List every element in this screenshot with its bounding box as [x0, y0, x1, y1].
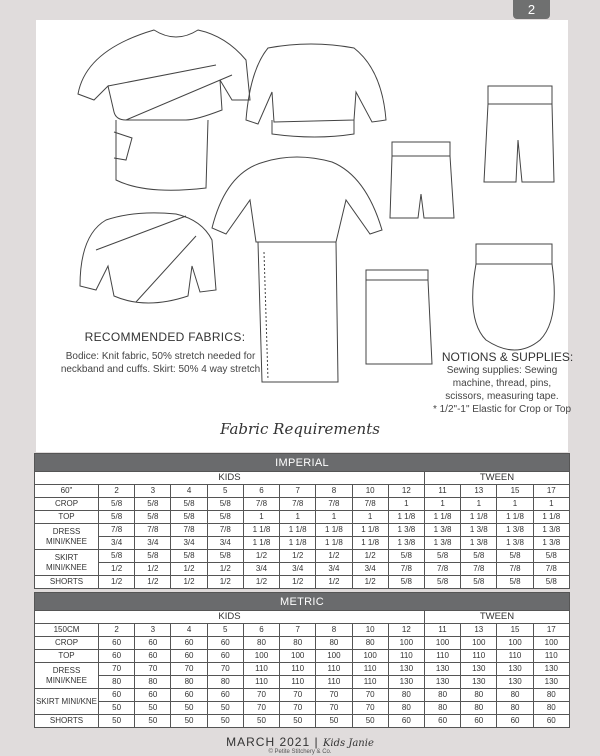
value-cell: 100 — [280, 650, 316, 663]
value-cell: 7/8 — [207, 524, 243, 537]
size-header: 8 — [316, 485, 352, 498]
value-cell: 80 — [461, 702, 497, 715]
row-label: SHORTS — [35, 715, 99, 728]
value-cell: 1/2 — [243, 550, 279, 563]
value-cell: 70 — [352, 702, 388, 715]
value-cell: 1 — [243, 511, 279, 524]
value-cell: 130 — [461, 663, 497, 676]
value-cell: 1 1/8 — [316, 537, 352, 550]
value-cell: 7/8 — [171, 524, 207, 537]
value-cell: 110 — [243, 676, 279, 689]
table-title-row — [35, 454, 570, 472]
value-cell: 1 3/8 — [388, 537, 424, 550]
value-cell: 7/8 — [243, 498, 279, 511]
size-header: 10 — [352, 485, 388, 498]
size-header: 12 — [388, 624, 424, 637]
value-cell: 70 — [171, 663, 207, 676]
value-cell: 1/2 — [207, 563, 243, 576]
value-cell: 50 — [135, 702, 171, 715]
page-number-tab: 2 — [513, 0, 550, 19]
row-label: SHORTS — [35, 576, 99, 589]
value-cell: 60 — [135, 689, 171, 702]
skirt-illustration — [366, 244, 554, 364]
value-cell: 1 1/8 — [533, 511, 569, 524]
value-cell: 1/2 — [316, 550, 352, 563]
value-cell: 50 — [171, 715, 207, 728]
value-cell: 7/8 — [497, 563, 533, 576]
notions-heading: NOTIONS & SUPPLIES: — [441, 350, 574, 364]
size-header: 5 — [207, 624, 243, 637]
value-cell: 1 1/8 — [280, 537, 316, 550]
value-cell: 80 — [461, 689, 497, 702]
shorts-illustration — [390, 86, 554, 218]
metric-requirements-table — [34, 592, 570, 728]
size-header: 7 — [280, 624, 316, 637]
value-cell: 60 — [461, 715, 497, 728]
value-cell: 1 1/8 — [243, 524, 279, 537]
row-label: CROP — [35, 637, 99, 650]
sizes-row — [35, 624, 570, 637]
size-header: 7 — [280, 485, 316, 498]
value-cell: 80 — [243, 637, 279, 650]
value-cell: 5/8 — [533, 576, 569, 589]
value-cell: 5/8 — [135, 498, 171, 511]
value-cell: 5/8 — [461, 576, 497, 589]
value-cell: 130 — [461, 676, 497, 689]
value-cell: 1 — [316, 511, 352, 524]
tween-header: TWEEN — [424, 472, 569, 485]
value-cell: 1 1/8 — [352, 524, 388, 537]
value-cell: 130 — [497, 676, 533, 689]
value-cell: 7/8 — [424, 563, 460, 576]
size-header: 3 — [135, 624, 171, 637]
table-title: IMPERIAL — [35, 454, 570, 472]
group-header-row — [35, 611, 570, 624]
value-cell: 60 — [533, 715, 569, 728]
value-cell: 80 — [352, 637, 388, 650]
value-cell: 1 1/8 — [352, 537, 388, 550]
value-cell: 70 — [316, 702, 352, 715]
table-row — [35, 676, 570, 689]
value-cell: 110 — [352, 663, 388, 676]
value-cell: 1/2 — [99, 563, 135, 576]
value-cell: 70 — [280, 702, 316, 715]
value-cell: 7/8 — [352, 498, 388, 511]
sizes-row — [35, 485, 570, 498]
value-cell: 130 — [424, 676, 460, 689]
value-cell: 1 1/8 — [243, 537, 279, 550]
value-cell: 1 1/8 — [388, 511, 424, 524]
footer — [0, 735, 600, 749]
kids-header: KIDS — [35, 611, 425, 624]
size-header: 10 — [352, 624, 388, 637]
value-cell: 50 — [207, 715, 243, 728]
size-header: 13 — [461, 485, 497, 498]
value-cell: 1 3/8 — [461, 537, 497, 550]
dress-back-illustration — [212, 157, 382, 382]
value-cell: 70 — [135, 663, 171, 676]
value-cell: 80 — [497, 702, 533, 715]
value-cell: 5/8 — [533, 550, 569, 563]
value-cell: 1 3/8 — [533, 524, 569, 537]
notions-text — [432, 364, 572, 416]
row-label: TOP — [35, 650, 99, 663]
value-cell: 80 — [424, 689, 460, 702]
value-cell: 130 — [388, 663, 424, 676]
value-cell: 3/4 — [207, 537, 243, 550]
value-cell: 70 — [243, 689, 279, 702]
value-cell: 1 1/8 — [461, 511, 497, 524]
notions-elastic-note: * 1/2"-1" Elastic for Crop or Top — [432, 404, 572, 415]
fabric-width-label: 150CM — [35, 624, 99, 637]
value-cell: 100 — [316, 650, 352, 663]
table-row — [35, 537, 570, 550]
value-cell: 60 — [497, 715, 533, 728]
value-cell: 100 — [388, 637, 424, 650]
value-cell: 1/2 — [135, 576, 171, 589]
value-cell: 7/8 — [99, 524, 135, 537]
value-cell: 100 — [424, 637, 460, 650]
value-cell: 130 — [497, 663, 533, 676]
value-cell: 70 — [280, 689, 316, 702]
value-cell: 50 — [207, 702, 243, 715]
value-cell: 1/2 — [352, 550, 388, 563]
value-cell: 1 — [280, 511, 316, 524]
value-cell: 110 — [280, 663, 316, 676]
value-cell: 110 — [497, 650, 533, 663]
value-cell: 1 3/8 — [424, 537, 460, 550]
value-cell: 60 — [388, 715, 424, 728]
value-cell: 110 — [280, 676, 316, 689]
value-cell: 5/8 — [207, 550, 243, 563]
table-row — [35, 576, 570, 589]
table-row — [35, 498, 570, 511]
table-title: METRIC — [35, 593, 570, 611]
table-row — [35, 511, 570, 524]
value-cell: 7/8 — [280, 498, 316, 511]
value-cell: 50 — [352, 715, 388, 728]
value-cell: 70 — [352, 689, 388, 702]
value-cell: 7/8 — [135, 524, 171, 537]
size-header: 8 — [316, 624, 352, 637]
size-header: 15 — [497, 485, 533, 498]
value-cell: 1/2 — [280, 576, 316, 589]
value-cell: 5/8 — [99, 498, 135, 511]
value-cell: 60 — [99, 637, 135, 650]
value-cell: 1 1/8 — [497, 511, 533, 524]
value-cell: 1 — [388, 498, 424, 511]
value-cell: 1 — [461, 498, 497, 511]
value-cell: 1/2 — [171, 576, 207, 589]
size-header: 12 — [388, 485, 424, 498]
value-cell: 5/8 — [207, 498, 243, 511]
size-header: 5 — [207, 485, 243, 498]
value-cell: 1 1/8 — [280, 524, 316, 537]
value-cell: 7/8 — [388, 563, 424, 576]
value-cell: 80 — [316, 637, 352, 650]
value-cell: 1/2 — [135, 563, 171, 576]
value-cell: 60 — [171, 637, 207, 650]
value-cell: 1 — [352, 511, 388, 524]
size-header: 6 — [243, 485, 279, 498]
value-cell: 130 — [424, 663, 460, 676]
value-cell: 5/8 — [388, 576, 424, 589]
value-cell: 60 — [135, 650, 171, 663]
value-cell: 80 — [280, 637, 316, 650]
value-cell: 50 — [243, 715, 279, 728]
value-cell: 5/8 — [99, 511, 135, 524]
value-cell: 7/8 — [316, 498, 352, 511]
value-cell: 5/8 — [171, 498, 207, 511]
table-row — [35, 650, 570, 663]
value-cell: 1 1/8 — [424, 511, 460, 524]
value-cell: 1/2 — [316, 576, 352, 589]
value-cell: 1 1/8 — [316, 524, 352, 537]
value-cell: 5/8 — [461, 550, 497, 563]
value-cell: 3/4 — [280, 563, 316, 576]
value-cell: 5/8 — [99, 550, 135, 563]
value-cell: 1 3/8 — [388, 524, 424, 537]
size-header: 4 — [171, 624, 207, 637]
size-header: 2 — [99, 485, 135, 498]
crop-front-illustration — [80, 213, 216, 303]
value-cell: 3/4 — [99, 537, 135, 550]
value-cell: 80 — [171, 676, 207, 689]
value-cell: 1 — [424, 498, 460, 511]
value-cell: 130 — [388, 676, 424, 689]
value-cell: 60 — [171, 650, 207, 663]
value-cell: 7/8 — [461, 563, 497, 576]
footer-pattern-name: Kids Janie — [322, 738, 374, 749]
value-cell: 5/8 — [135, 550, 171, 563]
value-cell: 1 3/8 — [497, 537, 533, 550]
value-cell: 60 — [135, 637, 171, 650]
value-cell: 60 — [424, 715, 460, 728]
table-row — [35, 702, 570, 715]
value-cell: 110 — [243, 663, 279, 676]
value-cell: 1/2 — [243, 576, 279, 589]
value-cell: 110 — [316, 663, 352, 676]
value-cell: 50 — [135, 715, 171, 728]
value-cell: 110 — [388, 650, 424, 663]
value-cell: 1 — [533, 498, 569, 511]
table-row — [35, 689, 570, 702]
size-header: 11 — [424, 485, 460, 498]
value-cell: 5/8 — [388, 550, 424, 563]
size-header: 4 — [171, 485, 207, 498]
footer-separator: | — [314, 735, 319, 749]
value-cell: 110 — [533, 650, 569, 663]
value-cell: 7/8 — [533, 563, 569, 576]
value-cell: 5/8 — [424, 550, 460, 563]
value-cell: 60 — [207, 637, 243, 650]
size-header: 11 — [424, 624, 460, 637]
row-label: SKIRT MINI/KNE — [35, 689, 99, 715]
value-cell: 70 — [207, 663, 243, 676]
value-cell: 1 3/8 — [497, 524, 533, 537]
value-cell: 110 — [461, 650, 497, 663]
value-cell: 80 — [388, 689, 424, 702]
value-cell: 3/4 — [243, 563, 279, 576]
value-cell: 100 — [352, 650, 388, 663]
value-cell: 80 — [533, 689, 569, 702]
value-cell: 60 — [207, 650, 243, 663]
value-cell: 50 — [316, 715, 352, 728]
table-row — [35, 550, 570, 563]
value-cell: 80 — [533, 702, 569, 715]
value-cell: 70 — [316, 689, 352, 702]
value-cell: 5/8 — [135, 511, 171, 524]
row-label: SKIRT MINI/KNEE — [35, 550, 99, 576]
size-header: 2 — [99, 624, 135, 637]
value-cell: 50 — [280, 715, 316, 728]
value-cell: 130 — [533, 663, 569, 676]
fabric-requirements-title: Fabric Requirements — [220, 420, 380, 438]
value-cell: 80 — [497, 689, 533, 702]
value-cell: 80 — [388, 702, 424, 715]
value-cell: 80 — [99, 676, 135, 689]
crop-back-illustration — [246, 44, 386, 137]
table-row — [35, 563, 570, 576]
value-cell: 5/8 — [207, 511, 243, 524]
size-header: 13 — [461, 624, 497, 637]
value-cell: 1 3/8 — [424, 524, 460, 537]
value-cell: 60 — [171, 689, 207, 702]
dress-front-illustration — [78, 30, 250, 190]
value-cell: 70 — [99, 663, 135, 676]
row-label: CROP — [35, 498, 99, 511]
group-header-row — [35, 472, 570, 485]
value-cell: 5/8 — [497, 576, 533, 589]
value-cell: 3/4 — [316, 563, 352, 576]
footer-copyright: © Petite Stitchery & Co. — [268, 749, 332, 755]
value-cell: 3/4 — [135, 537, 171, 550]
value-cell: 1/2 — [171, 563, 207, 576]
value-cell: 80 — [135, 676, 171, 689]
size-header: 3 — [135, 485, 171, 498]
value-cell: 50 — [99, 715, 135, 728]
value-cell: 1/2 — [207, 576, 243, 589]
size-header: 17 — [533, 485, 569, 498]
value-cell: 50 — [171, 702, 207, 715]
size-header: 15 — [497, 624, 533, 637]
fabric-width-label: 60" — [35, 485, 99, 498]
kids-header: KIDS — [35, 472, 425, 485]
value-cell: 80 — [207, 676, 243, 689]
table-row — [35, 524, 570, 537]
value-cell: 100 — [497, 637, 533, 650]
recommended-fabrics-text: Bodice: Knit fabric, 50% stretch needed for neckband and cuffs. Skirt: 50% 4 way stretch — [60, 351, 261, 375]
row-label: TOP — [35, 511, 99, 524]
value-cell: 1/2 — [280, 550, 316, 563]
value-cell: 60 — [99, 650, 135, 663]
table-row — [35, 715, 570, 728]
value-cell: 5/8 — [171, 511, 207, 524]
value-cell: 1/2 — [99, 576, 135, 589]
value-cell: 3/4 — [352, 563, 388, 576]
value-cell: 80 — [424, 702, 460, 715]
value-cell: 60 — [99, 689, 135, 702]
value-cell: 50 — [99, 702, 135, 715]
value-cell: 5/8 — [171, 550, 207, 563]
size-header: 6 — [243, 624, 279, 637]
value-cell: 110 — [316, 676, 352, 689]
value-cell: 1 — [497, 498, 533, 511]
value-cell: 100 — [243, 650, 279, 663]
value-cell: 110 — [424, 650, 460, 663]
value-cell: 3/4 — [171, 537, 207, 550]
value-cell: 130 — [533, 676, 569, 689]
value-cell: 5/8 — [424, 576, 460, 589]
table-title-row — [35, 593, 570, 611]
value-cell: 100 — [533, 637, 569, 650]
value-cell: 5/8 — [497, 550, 533, 563]
recommended-fabrics-heading: RECOMMENDED FABRICS: — [84, 330, 246, 344]
size-header: 17 — [533, 624, 569, 637]
value-cell: 1 3/8 — [533, 537, 569, 550]
tween-header: TWEEN — [424, 611, 569, 624]
notions-supplies: Sewing supplies: Sewing machine, thread, pins, scissors, measuring tape. — [445, 365, 559, 402]
imperial-requirements-table — [34, 453, 570, 589]
value-cell: 60 — [207, 689, 243, 702]
value-cell: 110 — [352, 676, 388, 689]
table-row — [35, 637, 570, 650]
value-cell: 1/2 — [352, 576, 388, 589]
value-cell: 70 — [243, 702, 279, 715]
value-cell: 1 3/8 — [461, 524, 497, 537]
value-cell: 100 — [461, 637, 497, 650]
footer-date: MARCH 2021 — [226, 735, 311, 749]
row-label: DRESS MINI/KNEE — [35, 524, 99, 550]
row-label: DRESS MINI/KNEE — [35, 663, 99, 689]
table-row — [35, 663, 570, 676]
